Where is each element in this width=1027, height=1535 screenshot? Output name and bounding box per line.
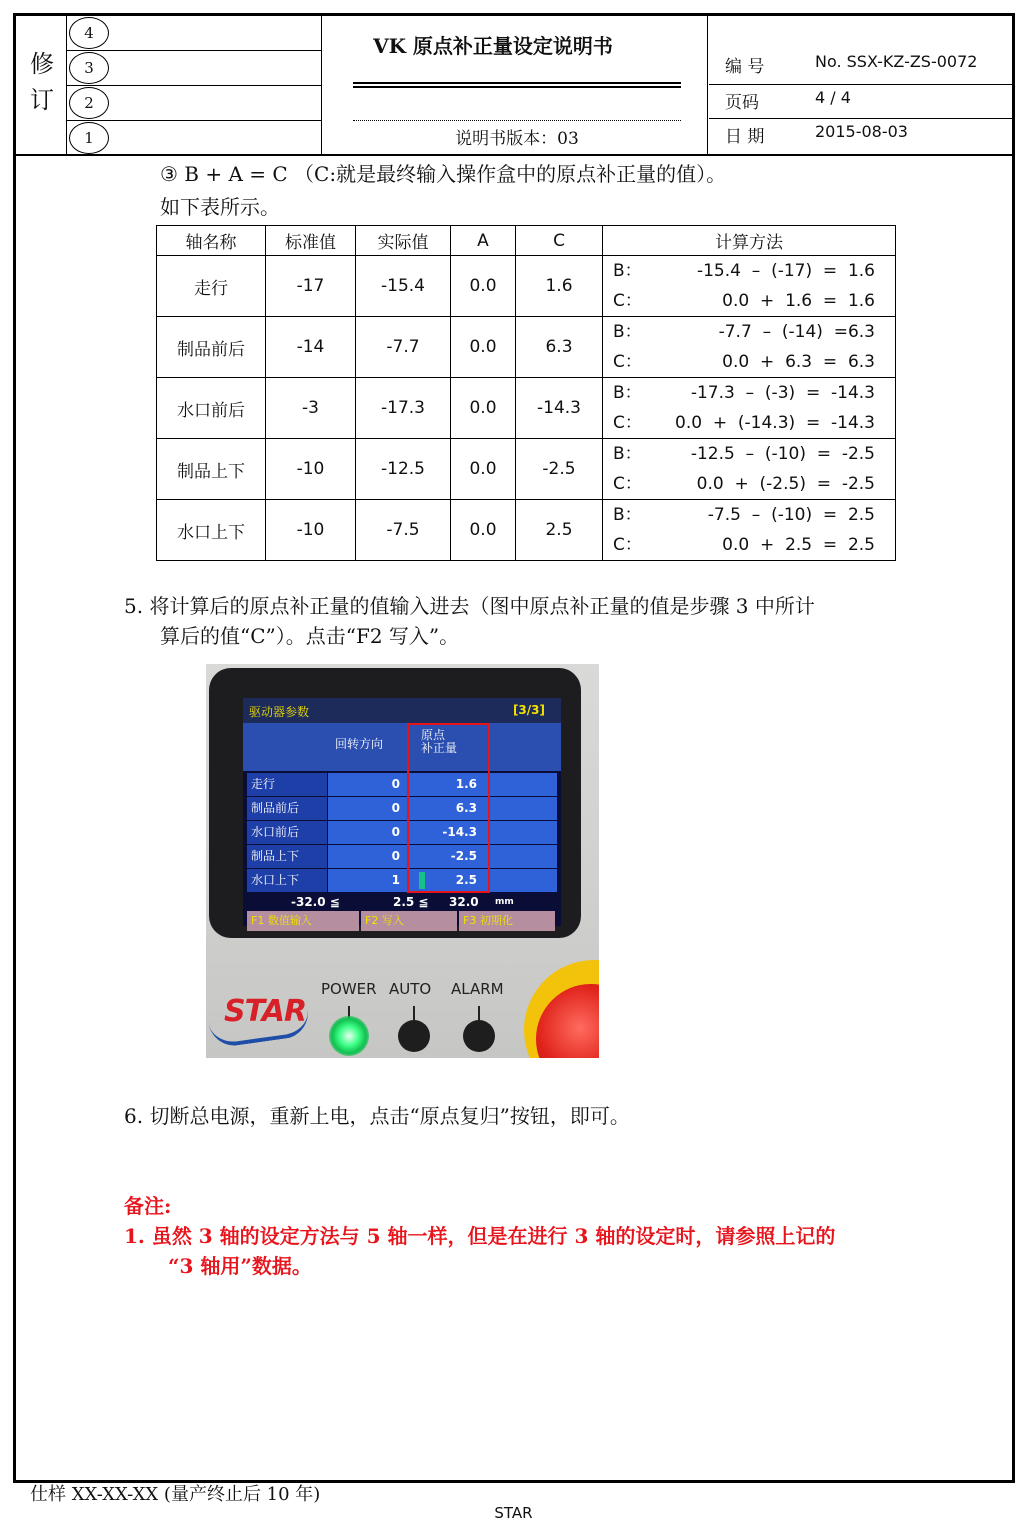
cell-axis-name: 走行 bbox=[157, 256, 266, 317]
f1-value-input-button[interactable]: F1 数值输入 bbox=[247, 911, 359, 931]
col-origin-offset-line1: 原点 bbox=[421, 728, 446, 742]
screen-axis-name: 走行 bbox=[247, 773, 327, 796]
method-c-label: C： bbox=[613, 413, 642, 433]
screen-row[interactable] bbox=[247, 845, 557, 869]
note-line1: 1. 虽然 3 轴的设定方法与 5 轴一样，但是在进行 3 轴的设定时，请参照上记的 bbox=[124, 1224, 836, 1248]
screen-page: [3/3] bbox=[512, 703, 545, 717]
col-method: 计算方法 bbox=[603, 226, 896, 256]
screen-axis-name: 水口上下 bbox=[247, 869, 327, 892]
cell-standard: -3 bbox=[266, 378, 356, 439]
document-title: VK 原点补正量设定说明书 bbox=[373, 34, 613, 58]
col-actual: 实际值 bbox=[356, 226, 451, 256]
meta-value: 4 / 4 bbox=[815, 88, 851, 107]
cell-method bbox=[603, 256, 896, 317]
cell-a: 0.0 bbox=[451, 256, 516, 317]
method-b-label: B： bbox=[613, 444, 642, 464]
meta-key: 编 号 bbox=[725, 57, 765, 77]
method-b-label: B： bbox=[613, 261, 642, 281]
method-b-label: B： bbox=[613, 322, 642, 342]
step6: 6. 切断总电源，重新上电，点击“原点复归”按钮，即可。 bbox=[124, 1104, 630, 1128]
meta-value: No. SSX-KZ-ZS-0072 bbox=[815, 52, 978, 71]
title-double-line bbox=[353, 82, 681, 88]
cell-method bbox=[603, 317, 896, 378]
method-c-line bbox=[603, 408, 895, 438]
table-row bbox=[157, 500, 896, 561]
col-a: A bbox=[451, 226, 516, 256]
cell-standard: -17 bbox=[266, 256, 356, 317]
footer-brand: STAR bbox=[494, 1504, 533, 1522]
table-row bbox=[157, 378, 896, 439]
table-row bbox=[157, 439, 896, 500]
screen-range bbox=[243, 893, 561, 911]
method-b-expr: -15.4 – (-17) = 1.6 bbox=[696, 261, 875, 281]
page-frame bbox=[13, 13, 1015, 1483]
screen-offset-value: -2.5 bbox=[409, 845, 489, 868]
col-axis-name: 轴名称 bbox=[157, 226, 266, 256]
power-led bbox=[329, 1016, 369, 1056]
range-unit: mm bbox=[495, 897, 514, 907]
screen-empty-cell bbox=[490, 821, 557, 844]
meta-value: 2015-08-03 bbox=[815, 122, 908, 141]
step3-formula: ③ B + A = C （C:就是最终输入操作盒中的原点补正量的值）。 bbox=[160, 162, 727, 186]
screen-empty-cell bbox=[490, 845, 557, 868]
brand-logo: STAR bbox=[224, 994, 307, 1029]
cell-c: 2.5 bbox=[516, 500, 603, 561]
screen-row[interactable] bbox=[247, 869, 557, 893]
lcd-screen bbox=[243, 698, 561, 926]
screen-direction: 0 bbox=[328, 845, 408, 868]
method-b-expr: -7.7 – (-14) =6.3 bbox=[718, 322, 875, 342]
cell-axis-name: 制品前后 bbox=[157, 317, 266, 378]
screen-column-header bbox=[243, 723, 561, 771]
cell-c: -14.3 bbox=[516, 378, 603, 439]
power-label: POWER bbox=[321, 980, 377, 998]
cell-standard: -10 bbox=[266, 500, 356, 561]
meta-divider bbox=[709, 84, 1012, 85]
revision-number: 2 bbox=[69, 87, 109, 119]
method-c-expr: 0.0 + 6.3 = 6.3 bbox=[722, 352, 875, 372]
method-c-label: C： bbox=[613, 352, 642, 372]
col-rotation-direction: 回转方向 bbox=[335, 737, 384, 751]
cell-actual: -15.4 bbox=[356, 256, 451, 317]
cell-method bbox=[603, 439, 896, 500]
document-meta bbox=[709, 16, 1012, 156]
screen-axis-name: 水口前后 bbox=[247, 821, 327, 844]
f3-initialize-button[interactable]: F3 初期化 bbox=[459, 911, 555, 931]
meta-key: 页码 bbox=[725, 93, 759, 113]
table-row bbox=[157, 317, 896, 378]
screen-empty-cell bbox=[490, 773, 557, 796]
screen-direction: 1 bbox=[328, 869, 408, 892]
screen-title-bar bbox=[243, 698, 561, 723]
meta-divider bbox=[709, 118, 1012, 119]
alarm-label: ALARM bbox=[451, 980, 504, 998]
revision-row bbox=[67, 51, 321, 86]
document-header bbox=[16, 16, 1012, 156]
cell-c: 1.6 bbox=[516, 256, 603, 317]
cell-c: -2.5 bbox=[516, 439, 603, 500]
method-c-label: C： bbox=[613, 291, 642, 311]
function-keys bbox=[243, 911, 561, 931]
step5-line1: 5. 将计算后的原点补正量的值输入进去（图中原点补正量的值是步骤 3 中所计 bbox=[124, 594, 815, 618]
calculation-table bbox=[156, 225, 896, 561]
method-b-expr: -7.5 – (-10) = 2.5 bbox=[707, 505, 875, 525]
auto-label: AUTO bbox=[389, 980, 432, 998]
range-max: 32.0 bbox=[449, 895, 479, 909]
method-b-expr: -17.3 – (-3) = -14.3 bbox=[690, 383, 875, 403]
table-row bbox=[157, 256, 896, 317]
cell-a: 0.0 bbox=[451, 500, 516, 561]
screen-empty-cell bbox=[490, 869, 557, 892]
title-area bbox=[323, 16, 708, 156]
cell-actual: -17.3 bbox=[356, 378, 451, 439]
screen-row[interactable] bbox=[247, 821, 557, 845]
revision-number: 3 bbox=[69, 52, 109, 84]
table-header-row bbox=[157, 226, 896, 256]
method-c-expr: 0.0 + 1.6 = 1.6 bbox=[722, 291, 875, 311]
footer-spec: 仕样 XX-XX-XX (量产终止后 10 年) bbox=[30, 1484, 321, 1505]
col-standard: 标准值 bbox=[266, 226, 356, 256]
screen-offset-value-text: 2.5 bbox=[455, 873, 477, 887]
cell-actual: -12.5 bbox=[356, 439, 451, 500]
screen-axis-name: 制品前后 bbox=[247, 797, 327, 820]
alarm-led bbox=[463, 1020, 495, 1052]
method-b-line bbox=[603, 439, 895, 469]
revision-column bbox=[66, 16, 322, 156]
screen-row[interactable] bbox=[247, 797, 557, 821]
cell-method bbox=[603, 378, 896, 439]
method-b-expr: -12.5 – (-10) = -2.5 bbox=[690, 444, 875, 464]
range-current: 2.5 ≦ bbox=[393, 895, 429, 909]
method-c-label: C： bbox=[613, 535, 642, 555]
screen-title: 驱动器参数 bbox=[249, 705, 310, 719]
cell-standard: -10 bbox=[266, 439, 356, 500]
revision-label: 修订 bbox=[30, 50, 54, 114]
screen-empty-cell bbox=[490, 797, 557, 820]
revision-row bbox=[67, 16, 321, 51]
auto-led bbox=[398, 1020, 430, 1052]
cell-a: 0.0 bbox=[451, 317, 516, 378]
screen-offset-value: 1.6 bbox=[409, 773, 489, 796]
screen-direction: 0 bbox=[328, 773, 408, 796]
method-c-expr: 0.0 + 2.5 = 2.5 bbox=[722, 535, 875, 555]
cell-standard: -14 bbox=[266, 317, 356, 378]
screen-offset-value: 6.3 bbox=[409, 797, 489, 820]
cell-method bbox=[603, 500, 896, 561]
method-b-line bbox=[603, 256, 895, 286]
method-b-line bbox=[603, 317, 895, 347]
range-min: -32.0 ≦ bbox=[291, 895, 340, 909]
method-c-expr: 0.0 + (-2.5) = -2.5 bbox=[696, 474, 875, 494]
document-version: 说明书版本：03 bbox=[455, 129, 579, 149]
screen-direction: 0 bbox=[328, 797, 408, 820]
method-b-line bbox=[603, 378, 895, 408]
method-c-expr: 0.0 + (-14.3) = -14.3 bbox=[675, 413, 875, 433]
col-origin-offset-line2: 补正量 bbox=[421, 741, 458, 755]
screen-offset-value: -14.3 bbox=[409, 821, 489, 844]
cell-axis-name: 水口上下 bbox=[157, 500, 266, 561]
screen-direction: 0 bbox=[328, 821, 408, 844]
method-c-line bbox=[603, 469, 895, 499]
method-c-line bbox=[603, 286, 895, 316]
screen-bezel bbox=[209, 668, 581, 938]
revision-number: 1 bbox=[69, 122, 109, 154]
screen-row[interactable] bbox=[247, 773, 557, 797]
note-line2: “3 轴用”数据。 bbox=[168, 1254, 312, 1278]
screen-rows bbox=[247, 773, 557, 893]
cell-axis-name: 水口前后 bbox=[157, 378, 266, 439]
cell-a: 0.0 bbox=[451, 439, 516, 500]
screen-axis-name: 制品上下 bbox=[247, 845, 327, 868]
method-b-line bbox=[603, 500, 895, 530]
revision-row bbox=[67, 86, 321, 121]
cell-axis-name: 制品上下 bbox=[157, 439, 266, 500]
method-c-line bbox=[603, 530, 895, 560]
cell-actual: -7.7 bbox=[356, 317, 451, 378]
method-c-label: C： bbox=[613, 474, 642, 494]
revision-row bbox=[67, 121, 321, 156]
method-b-label: B： bbox=[613, 383, 642, 403]
operation-box-photo bbox=[206, 664, 599, 1058]
cell-actual: -7.5 bbox=[356, 500, 451, 561]
col-c: C bbox=[516, 226, 603, 256]
cell-a: 0.0 bbox=[451, 378, 516, 439]
method-c-line bbox=[603, 347, 895, 377]
method-b-label: B： bbox=[613, 505, 642, 525]
title-dotted-line bbox=[353, 120, 681, 121]
revision-number: 4 bbox=[69, 17, 109, 49]
cell-c: 6.3 bbox=[516, 317, 603, 378]
highlight-box bbox=[407, 723, 490, 893]
table-intro: 如下表所示。 bbox=[160, 195, 280, 219]
f2-write-button[interactable]: F2 写入 bbox=[361, 911, 457, 931]
step5-line2: 算后的值“C”）。点击“F2 写入”。 bbox=[160, 624, 460, 648]
note-title: 备注: bbox=[124, 1194, 172, 1218]
meta-key: 日 期 bbox=[725, 127, 765, 147]
